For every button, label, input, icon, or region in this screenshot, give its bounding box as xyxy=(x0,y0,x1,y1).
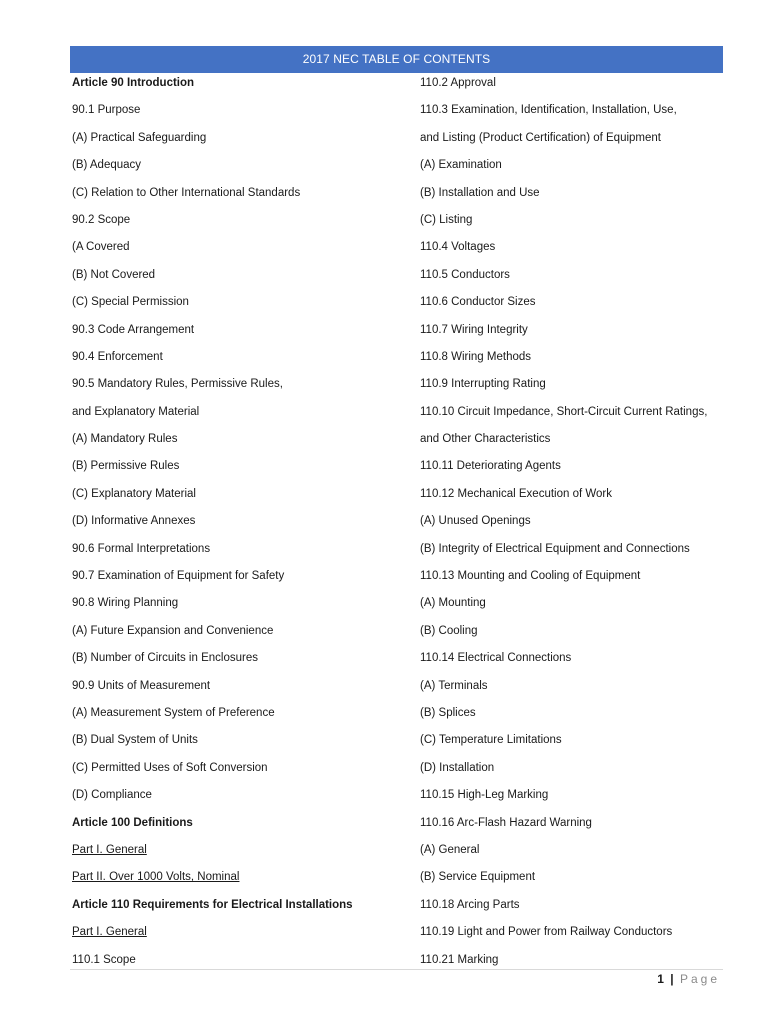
toc-entry: 90.8 Wiring Planning xyxy=(72,597,179,610)
toc-entry: (A) Future Expansion and Convenience xyxy=(72,624,274,637)
toc-entry: (A) General xyxy=(420,843,480,856)
toc-entry: (B) Number of Circuits in Enclosures xyxy=(72,652,258,665)
footer-separator: | xyxy=(670,972,674,986)
toc-entry: 110.11 Deteriorating Agents xyxy=(420,460,561,473)
toc-entry: (B) Permissive Rules xyxy=(72,460,180,473)
toc-entry: 110.14 Electrical Connections xyxy=(420,652,572,665)
toc-entry: (A) Mounting xyxy=(420,597,486,610)
toc-entry: (C) Special Permission xyxy=(72,296,189,309)
toc-entry: (B) Installation and Use xyxy=(420,186,540,199)
toc-entry: 90.1 Purpose xyxy=(72,104,141,117)
toc-right-column xyxy=(420,73,730,977)
toc-entry: and Explanatory Material xyxy=(72,405,200,418)
toc-entry: 110.7 Wiring Integrity xyxy=(420,323,528,336)
toc-entry: 110.19 Light and Power from Railway Conductors xyxy=(420,926,673,939)
header-title: 2017 NEC TABLE OF CONTENTS xyxy=(302,52,491,66)
page-number: 1 xyxy=(657,972,664,986)
toc-entry: (C) Listing xyxy=(420,213,473,226)
toc-entry: 110.5 Conductors xyxy=(420,268,510,281)
toc-entry: (A) Mandatory Rules xyxy=(72,433,178,446)
toc-entry: (A) Measurement System of Preference xyxy=(72,706,275,719)
toc-entry: (A Covered xyxy=(72,241,130,254)
toc-entry: (C) Explanatory Material xyxy=(72,487,196,500)
toc-entry: 90.2 Scope xyxy=(72,213,131,226)
toc-entry: 110.18 Arcing Parts xyxy=(420,898,520,911)
toc-entry: (A) Unused Openings xyxy=(420,515,531,528)
toc-entry: (B) Integrity of Electrical Equipment and Connections xyxy=(420,542,690,555)
toc-entry: 110.13 Mounting and Cooling of Equipment xyxy=(420,570,641,583)
toc-entry: 90.9 Units of Measurement xyxy=(72,679,211,692)
page-footer xyxy=(657,971,720,987)
toc-entry: (D) Installation xyxy=(420,761,495,774)
toc-entry: 110.16 Arc-Flash Hazard Warning xyxy=(420,816,592,829)
toc-entry: (B) Cooling xyxy=(420,624,478,637)
toc-entry: 90.5 Mandatory Rules, Permissive Rules, xyxy=(72,378,283,391)
footer-divider xyxy=(70,969,723,970)
toc-entry: 110.21 Marking xyxy=(420,953,499,966)
toc-entry: 110.6 Conductor Sizes xyxy=(420,296,536,309)
toc-entry: (A) Terminals xyxy=(420,679,488,692)
toc-entry: (A) Examination xyxy=(420,159,502,172)
toc-part-link[interactable]: Part II. Over 1000 Volts, Nominal xyxy=(72,871,240,884)
toc-entry: 110.8 Wiring Methods xyxy=(420,350,532,363)
toc-entry: (C) Temperature Limitations xyxy=(420,734,562,747)
toc-entry: 90.3 Code Arrangement xyxy=(72,323,195,336)
toc-article-heading: Article 90 Introduction xyxy=(72,77,195,89)
toc-entry: (C) Relation to Other International Standards xyxy=(72,186,301,199)
toc-entry: and Listing (Product Certification) of Equipment xyxy=(420,131,661,144)
toc-entry: 110.12 Mechanical Execution of Work xyxy=(420,487,612,500)
toc-entry: 110.3 Examination, Identification, Installation, Use, xyxy=(420,104,677,117)
page-label: Page xyxy=(679,972,720,986)
toc-entry: (A) Practical Safeguarding xyxy=(72,131,207,144)
toc-entry: (D) Informative Annexes xyxy=(72,515,196,528)
toc-entry: 110.10 Circuit Impedance, Short-Circuit Current Ratings, xyxy=(420,405,708,418)
toc-entry: (D) Compliance xyxy=(72,789,152,802)
toc-entry: 110.9 Interrupting Rating xyxy=(420,378,546,391)
toc-article-heading: Article 110 Requirements for Electrical Installations xyxy=(72,898,353,911)
toc-entry: (B) Service Equipment xyxy=(420,871,536,884)
toc-entry: 110.1 Scope xyxy=(72,953,136,966)
toc-entry: (B) Dual System of Units xyxy=(72,734,198,747)
toc-entry: 110.4 Voltages xyxy=(420,241,496,254)
toc-part-link[interactable]: Part I. General xyxy=(72,926,147,939)
toc-entry: 90.7 Examination of Equipment for Safety xyxy=(72,570,285,583)
toc-entry: 90.4 Enforcement xyxy=(72,350,163,363)
toc-article-heading: Article 100 Definitions xyxy=(72,816,193,829)
toc-part-link[interactable]: Part I. General xyxy=(72,843,147,856)
toc-entry: (B) Splices xyxy=(420,706,476,719)
toc-entry: 110.2 Approval xyxy=(420,77,496,89)
toc-entry: 110.15 High-Leg Marking xyxy=(420,789,549,802)
table-of-contents-header xyxy=(70,46,723,73)
toc-entry: (B) Adequacy xyxy=(72,159,142,172)
toc-left-column xyxy=(72,73,402,977)
toc-entry: and Other Characteristics xyxy=(420,433,551,446)
toc-entry: (B) Not Covered xyxy=(72,268,156,281)
toc-entry: 90.6 Formal Interpretations xyxy=(72,542,211,555)
toc-entry: (C) Permitted Uses of Soft Conversion xyxy=(72,761,268,774)
